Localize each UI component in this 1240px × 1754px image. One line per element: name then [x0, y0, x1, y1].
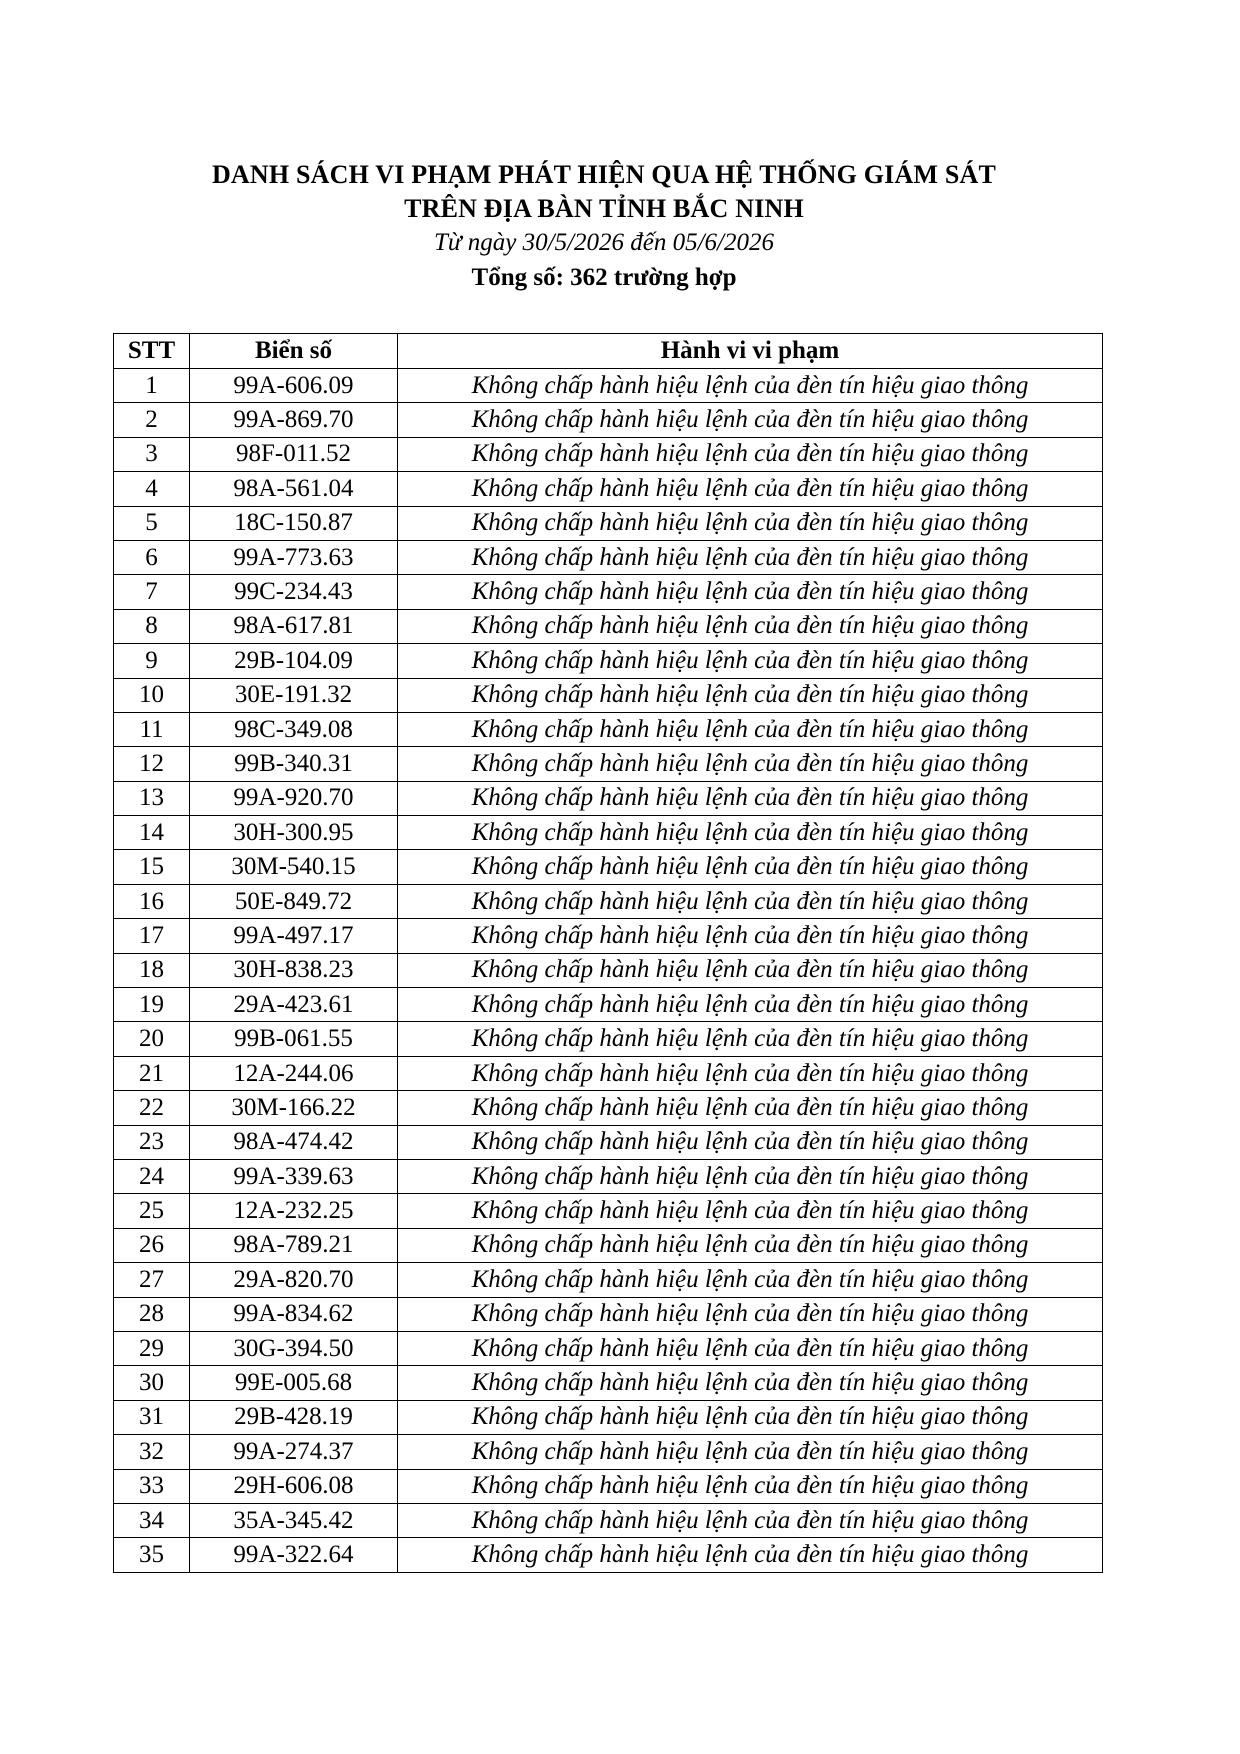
row-plate: 99A-322.64 — [190, 1538, 398, 1572]
row-violation: Không chấp hành hiệu lệnh của đèn tín hiệu giao thông — [398, 1091, 1103, 1125]
row-violation: Không chấp hành hiệu lệnh của đèn tín hiệu giao thông — [398, 988, 1103, 1022]
table-body — [114, 369, 1103, 1573]
row-plate: 29A-820.70 — [190, 1263, 398, 1297]
date-range: Từ ngày 30/5/2026 đến 05/6/2026 — [433, 229, 774, 256]
header-plate: Biển số — [190, 334, 398, 369]
table-row — [114, 953, 1103, 987]
row-stt: 6 — [114, 540, 190, 574]
row-violation: Không chấp hành hiệu lệnh của đèn tín hiệu giao thông — [398, 1366, 1103, 1400]
table-row — [114, 816, 1103, 850]
row-stt: 1 — [114, 369, 190, 403]
table-row — [114, 403, 1103, 437]
row-stt: 10 — [114, 678, 190, 712]
row-violation: Không chấp hành hiệu lệnh của đèn tín hiệu giao thông — [398, 919, 1103, 953]
row-plate: 99B-340.31 — [190, 747, 398, 781]
table-row — [114, 850, 1103, 884]
table-row — [114, 781, 1103, 815]
row-stt: 33 — [114, 1469, 190, 1503]
row-stt: 5 — [114, 506, 190, 540]
row-violation: Không chấp hành hiệu lệnh của đèn tín hiệu giao thông — [398, 1056, 1103, 1090]
row-plate: 98A-789.21 — [190, 1228, 398, 1262]
row-plate: 12A-232.25 — [190, 1194, 398, 1228]
table-row — [114, 712, 1103, 746]
row-plate: 99E-005.68 — [190, 1366, 398, 1400]
row-plate: 29H-606.08 — [190, 1469, 398, 1503]
row-plate: 99A-920.70 — [190, 781, 398, 815]
row-stt: 23 — [114, 1125, 190, 1159]
row-violation: Không chấp hành hiệu lệnh của đèn tín hiệu giao thông — [398, 609, 1103, 643]
row-violation: Không chấp hành hiệu lệnh của đèn tín hiệu giao thông — [398, 781, 1103, 815]
row-violation: Không chấp hành hiệu lệnh của đèn tín hiệu giao thông — [398, 1228, 1103, 1262]
row-plate: 29B-428.19 — [190, 1400, 398, 1434]
row-stt: 15 — [114, 850, 190, 884]
row-violation: Không chấp hành hiệu lệnh của đèn tín hiệu giao thông — [398, 506, 1103, 540]
table-row — [114, 369, 1103, 403]
table-row — [114, 1091, 1103, 1125]
row-plate: 30E-191.32 — [190, 678, 398, 712]
row-violation: Không chấp hành hiệu lệnh của đèn tín hiệu giao thông — [398, 1297, 1103, 1331]
row-plate: 99A-274.37 — [190, 1435, 398, 1469]
row-plate: 29B-104.09 — [190, 644, 398, 678]
row-plate: 98A-474.42 — [190, 1125, 398, 1159]
row-plate: 98A-617.81 — [190, 609, 398, 643]
table-row — [114, 1366, 1103, 1400]
row-stt: 7 — [114, 575, 190, 609]
row-stt: 13 — [114, 781, 190, 815]
row-stt: 16 — [114, 884, 190, 918]
table-row — [114, 1503, 1103, 1537]
row-stt: 32 — [114, 1435, 190, 1469]
table-row — [114, 437, 1103, 471]
row-stt: 22 — [114, 1091, 190, 1125]
row-plate: 50E-849.72 — [190, 884, 398, 918]
row-plate: 30H-838.23 — [190, 953, 398, 987]
table-row — [114, 1469, 1103, 1503]
row-plate: 35A-345.42 — [190, 1503, 398, 1537]
table-row — [114, 506, 1103, 540]
table-row — [114, 1331, 1103, 1365]
row-stt: 14 — [114, 816, 190, 850]
total-count: Tổng số: 362 trường hợp — [471, 264, 737, 291]
row-plate: 30H-300.95 — [190, 816, 398, 850]
row-stt: 26 — [114, 1228, 190, 1262]
row-stt: 19 — [114, 988, 190, 1022]
row-violation: Không chấp hành hiệu lệnh của đèn tín hiệu giao thông — [398, 1435, 1103, 1469]
row-stt: 21 — [114, 1056, 190, 1090]
row-violation: Không chấp hành hiệu lệnh của đèn tín hiệu giao thông — [398, 1331, 1103, 1365]
table-row — [114, 1263, 1103, 1297]
row-stt: 3 — [114, 437, 190, 471]
row-violation: Không chấp hành hiệu lệnh của đèn tín hiệu giao thông — [398, 575, 1103, 609]
row-violation: Không chấp hành hiệu lệnh của đèn tín hiệu giao thông — [398, 1538, 1103, 1572]
document-title-line-2: TRÊN ĐỊA BÀN TỈNH BẮC NINH — [404, 194, 804, 223]
header-violation: Hành vi vi phạm — [398, 334, 1103, 369]
table-row — [114, 919, 1103, 953]
table-row — [114, 575, 1103, 609]
row-stt: 27 — [114, 1263, 190, 1297]
table-row — [114, 1297, 1103, 1331]
row-violation: Không chấp hành hiệu lệnh của đèn tín hiệu giao thông — [398, 437, 1103, 471]
row-stt: 2 — [114, 403, 190, 437]
row-violation: Không chấp hành hiệu lệnh của đèn tín hiệu giao thông — [398, 953, 1103, 987]
row-stt: 30 — [114, 1366, 190, 1400]
row-violation: Không chấp hành hiệu lệnh của đèn tín hiệu giao thông — [398, 540, 1103, 574]
row-plate: 99A-869.70 — [190, 403, 398, 437]
row-plate: 30M-540.15 — [190, 850, 398, 884]
row-stt: 24 — [114, 1159, 190, 1193]
row-stt: 12 — [114, 747, 190, 781]
row-plate: 98F-011.52 — [190, 437, 398, 471]
table-row — [114, 1194, 1103, 1228]
row-plate: 30M-166.22 — [190, 1091, 398, 1125]
row-plate: 99A-834.62 — [190, 1297, 398, 1331]
row-violation: Không chấp hành hiệu lệnh của đèn tín hiệu giao thông — [398, 712, 1103, 746]
row-violation: Không chấp hành hiệu lệnh của đèn tín hiệu giao thông — [398, 884, 1103, 918]
row-stt: 17 — [114, 919, 190, 953]
table-row — [114, 1538, 1103, 1572]
table-row — [114, 609, 1103, 643]
row-stt: 35 — [114, 1538, 190, 1572]
row-violation: Không chấp hành hiệu lệnh của đèn tín hiệu giao thông — [398, 644, 1103, 678]
row-violation: Không chấp hành hiệu lệnh của đèn tín hiệu giao thông — [398, 1125, 1103, 1159]
row-violation: Không chấp hành hiệu lệnh của đèn tín hiệu giao thông — [398, 369, 1103, 403]
row-violation: Không chấp hành hiệu lệnh của đèn tín hiệu giao thông — [398, 1022, 1103, 1056]
row-violation: Không chấp hành hiệu lệnh của đèn tín hiệu giao thông — [398, 1469, 1103, 1503]
violations-table — [113, 333, 1103, 1573]
row-violation: Không chấp hành hiệu lệnh của đèn tín hiệu giao thông — [398, 472, 1103, 506]
table-row — [114, 540, 1103, 574]
row-plate: 98A-561.04 — [190, 472, 398, 506]
row-violation: Không chấp hành hiệu lệnh của đèn tín hiệu giao thông — [398, 678, 1103, 712]
table-row — [114, 644, 1103, 678]
table-row — [114, 1125, 1103, 1159]
row-stt: 8 — [114, 609, 190, 643]
row-stt: 28 — [114, 1297, 190, 1331]
document-title-line-1: DANH SÁCH VI PHẠM PHÁT HIỆN QUA HỆ THỐNG GIÁM SÁT — [211, 160, 997, 189]
row-plate: 99A-773.63 — [190, 540, 398, 574]
row-violation: Không chấp hành hiệu lệnh của đèn tín hiệu giao thông — [398, 403, 1103, 437]
row-stt: 18 — [114, 953, 190, 987]
row-violation: Không chấp hành hiệu lệnh của đèn tín hiệu giao thông — [398, 1159, 1103, 1193]
row-plate: 99A-497.17 — [190, 919, 398, 953]
row-stt: 11 — [114, 712, 190, 746]
header-stt: STT — [114, 334, 190, 369]
document-header — [0, 158, 1208, 296]
row-stt: 20 — [114, 1022, 190, 1056]
row-plate: 18C-150.87 — [190, 506, 398, 540]
table-row — [114, 1228, 1103, 1262]
table-row — [114, 747, 1103, 781]
table-row — [114, 1435, 1103, 1469]
row-violation: Không chấp hành hiệu lệnh của đèn tín hiệu giao thông — [398, 1194, 1103, 1228]
table-row — [114, 472, 1103, 506]
table-row — [114, 1056, 1103, 1090]
row-plate: 30G-394.50 — [190, 1331, 398, 1365]
row-violation: Không chấp hành hiệu lệnh của đèn tín hiệu giao thông — [398, 747, 1103, 781]
row-violation: Không chấp hành hiệu lệnh của đèn tín hiệu giao thông — [398, 1263, 1103, 1297]
table-row — [114, 1400, 1103, 1434]
row-stt: 34 — [114, 1503, 190, 1537]
row-violation: Không chấp hành hiệu lệnh của đèn tín hiệu giao thông — [398, 850, 1103, 884]
table-row — [114, 988, 1103, 1022]
table-header-row — [114, 334, 1103, 369]
row-plate: 29A-423.61 — [190, 988, 398, 1022]
row-stt: 29 — [114, 1331, 190, 1365]
table-row — [114, 678, 1103, 712]
row-stt: 31 — [114, 1400, 190, 1434]
row-plate: 99B-061.55 — [190, 1022, 398, 1056]
row-stt: 25 — [114, 1194, 190, 1228]
table-row — [114, 1022, 1103, 1056]
row-violation: Không chấp hành hiệu lệnh của đèn tín hiệu giao thông — [398, 1400, 1103, 1434]
row-plate: 99A-339.63 — [190, 1159, 398, 1193]
row-stt: 9 — [114, 644, 190, 678]
row-plate: 99C-234.43 — [190, 575, 398, 609]
row-violation: Không chấp hành hiệu lệnh của đèn tín hiệu giao thông — [398, 816, 1103, 850]
row-plate: 12A-244.06 — [190, 1056, 398, 1090]
row-stt: 4 — [114, 472, 190, 506]
row-plate: 99A-606.09 — [190, 369, 398, 403]
table-row — [114, 884, 1103, 918]
table-row — [114, 1159, 1103, 1193]
row-violation: Không chấp hành hiệu lệnh của đèn tín hiệu giao thông — [398, 1503, 1103, 1537]
row-plate: 98C-349.08 — [190, 712, 398, 746]
